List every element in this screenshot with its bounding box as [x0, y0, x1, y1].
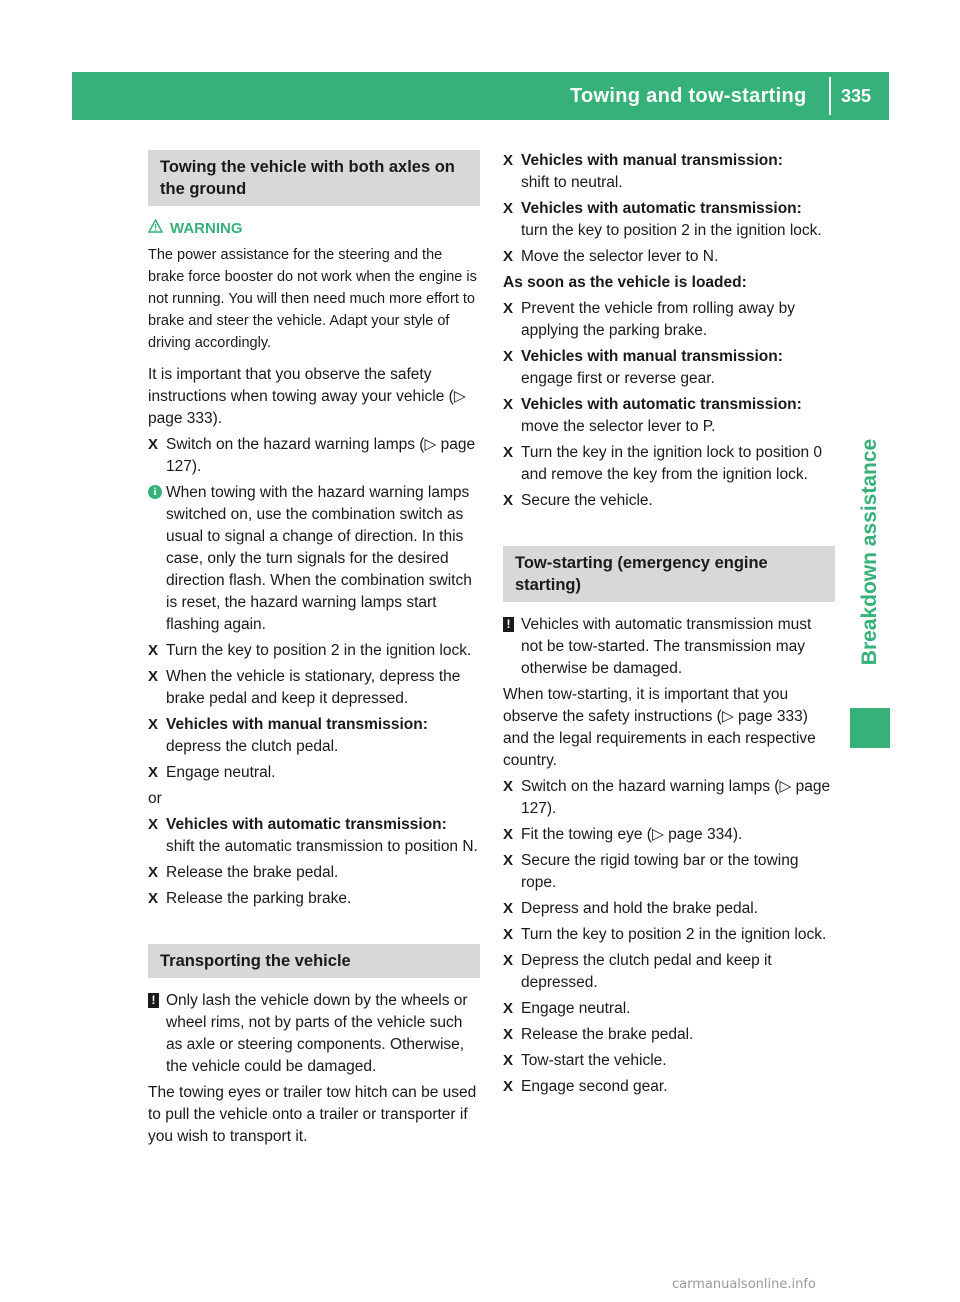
step-arrow-icon: X — [148, 864, 159, 881]
step-text: Fit the towing eye (▷ page 334). — [521, 826, 743, 843]
step-text: depress the clutch pedal. — [166, 738, 339, 755]
step-text: turn the key to position 2 in the ignition lock. — [521, 222, 822, 239]
chapter-marker — [850, 708, 890, 748]
step-text: Switch on the hazard warning lamps (▷ page 127). — [166, 436, 476, 475]
caution-note — [148, 990, 480, 1078]
step-arrow-icon: X — [148, 764, 159, 781]
section-title-towing: Towing the vehicle with both axles on the ground — [148, 150, 480, 206]
step-text: Engage neutral. — [166, 764, 276, 781]
step-item — [148, 814, 480, 858]
step-item — [503, 776, 835, 820]
step-text: Switch on the hazard warning lamps (▷ page 127). — [521, 778, 831, 817]
step-text: Depress and hold the brake pedal. — [521, 900, 758, 917]
step-item — [503, 442, 835, 486]
step-arrow-icon: X — [503, 900, 514, 917]
caution-note — [503, 614, 835, 680]
step-text: Release the brake pedal. — [166, 864, 339, 881]
step-item — [503, 898, 835, 920]
warning-text: The power assistance for the steering and the brake force booster do not work when the engine is not running. You will then need much more effort to brake and steer the vehicle. Adapt your style of driving accordingly. — [148, 247, 477, 351]
info-note — [148, 482, 480, 636]
intro-paragraph: It is important that you observe the safety instructions when towing away your vehicle (▷ page 333). — [148, 366, 466, 427]
step-bold: Vehicles with automatic transmission: — [166, 816, 447, 833]
section-title-tow-starting: Tow-starting (emergency engine starting) — [503, 546, 835, 602]
step-arrow-icon: X — [503, 492, 514, 509]
step-item — [503, 998, 835, 1020]
step-text: Secure the rigid towing bar or the towing rope. — [521, 852, 799, 891]
paragraph: The towing eyes or trailer tow hitch can be used to pull the vehicle onto a trailer or transporter if you wish to transport it. — [148, 1084, 477, 1145]
step-item — [503, 298, 835, 342]
step-arrow-icon: X — [503, 1078, 514, 1095]
step-item — [503, 394, 835, 438]
step-text: Move the selector lever to N. — [521, 248, 719, 265]
step-item — [503, 198, 835, 242]
step-text: Tow-start the vehicle. — [521, 1052, 667, 1069]
paragraph: When tow-starting, it is important that you observe the safety instructions (▷ page 333) and the legal requirements in each respective country. — [503, 686, 816, 769]
step-text: Release the parking brake. — [166, 890, 352, 907]
step-arrow-icon: X — [503, 396, 514, 413]
step-text: Turn the key to position 2 in the ignition lock. — [166, 642, 472, 659]
chapter-tab-label: Breakdown assistance — [858, 438, 881, 666]
step-bold: Vehicles with automatic transmission: — [521, 200, 802, 217]
step-item — [148, 666, 480, 710]
step-arrow-icon: X — [503, 444, 514, 461]
step-arrow-icon: X — [148, 890, 159, 907]
warning-label: WARNING — [170, 220, 243, 237]
step-text: shift to neutral. — [521, 174, 623, 191]
step-arrow-icon: X — [503, 1026, 514, 1043]
step-item — [503, 950, 835, 994]
step-bold: Vehicles with manual transmission: — [521, 348, 783, 365]
step-arrow-icon: X — [148, 668, 159, 685]
step-arrow-icon: X — [148, 716, 159, 733]
step-item — [148, 434, 480, 478]
warning-title — [148, 218, 480, 240]
step-text: move the selector lever to P. — [521, 418, 716, 435]
warning-box — [148, 218, 480, 354]
caution-text: Vehicles with automatic transmission must not be tow-started. The transmission may otherwise be damaged. — [521, 616, 812, 677]
step-arrow-icon: X — [148, 436, 159, 453]
step-arrow-icon: X — [503, 1000, 514, 1017]
caution-text: Only lash the vehicle down by the wheels or wheel rims, not by parts of the vehicle such as axle or steering components. Otherwise, the vehicle could be damaged. — [166, 992, 468, 1075]
step-arrow-icon: X — [503, 152, 514, 169]
step-item — [503, 850, 835, 894]
step-text: Engage second gear. — [521, 1078, 668, 1095]
step-item — [503, 1050, 835, 1072]
step-arrow-icon: X — [503, 778, 514, 795]
step-item — [503, 150, 835, 194]
caution-icon: ! — [148, 993, 159, 1008]
step-bold: Vehicles with automatic transmission: — [521, 396, 802, 413]
header-divider — [829, 77, 831, 115]
page-number: 335 — [841, 86, 872, 106]
step-text: shift the automatic transmission to position N. — [166, 838, 478, 855]
step-arrow-icon: X — [503, 926, 514, 943]
step-arrow-icon: X — [503, 348, 514, 365]
caution-icon: ! — [503, 617, 514, 632]
step-text: Secure the vehicle. — [521, 492, 653, 509]
step-item — [503, 824, 835, 846]
step-text: Prevent the vehicle from rolling away by applying the parking brake. — [521, 300, 795, 339]
step-text: Engage neutral. — [521, 1000, 631, 1017]
step-bold: Vehicles with manual transmission: — [166, 716, 428, 733]
step-item — [503, 490, 835, 512]
step-arrow-icon: X — [503, 300, 514, 317]
right-column — [503, 150, 835, 1102]
step-item — [503, 924, 835, 946]
step-arrow-icon: X — [148, 642, 159, 659]
or-text: or — [148, 790, 162, 807]
step-item — [503, 346, 835, 390]
step-item — [148, 888, 480, 910]
step-text: Release the brake pedal. — [521, 1026, 694, 1043]
step-text: engage first or reverse gear. — [521, 370, 715, 387]
step-item — [503, 1024, 835, 1046]
left-column — [148, 150, 480, 1152]
step-arrow-icon: X — [503, 248, 514, 265]
step-item — [148, 640, 480, 662]
warning-triangle-icon — [148, 218, 164, 240]
chapter-tab — [850, 432, 890, 672]
step-arrow-icon: X — [503, 826, 514, 843]
watermark: carmanualsonline.info — [672, 1277, 816, 1292]
step-item — [148, 762, 480, 784]
step-arrow-icon: X — [148, 816, 159, 833]
page-title: Towing and tow-starting — [570, 85, 807, 107]
info-icon: i — [148, 485, 162, 499]
step-item — [503, 1076, 835, 1098]
step-arrow-icon: X — [503, 1052, 514, 1069]
step-arrow-icon: X — [503, 952, 514, 969]
info-text: When towing with the hazard warning lamps switched on, use the combination switch as usual to signal a change of direction. In this case, only the turn signals for the desired direction flash. When the combination switch is reset, the hazard warning lamps start flashing again. — [166, 484, 472, 633]
step-arrow-icon: X — [503, 852, 514, 869]
step-text: Turn the key to position 2 in the ignition lock. — [521, 926, 827, 943]
step-item — [148, 714, 480, 758]
step-text: When the vehicle is stationary, depress the brake pedal and keep it depressed. — [166, 668, 461, 707]
section-title-transporting: Transporting the vehicle — [148, 944, 480, 978]
step-item — [503, 246, 835, 268]
step-text: Depress the clutch pedal and keep it depressed. — [521, 952, 772, 991]
step-text: Turn the key in the ignition lock to position 0 and remove the key from the ignition lock. — [521, 444, 822, 483]
step-arrow-icon: X — [503, 200, 514, 217]
loaded-heading: As soon as the vehicle is loaded: — [503, 274, 747, 291]
step-bold: Vehicles with manual transmission: — [521, 152, 783, 169]
step-item — [148, 862, 480, 884]
